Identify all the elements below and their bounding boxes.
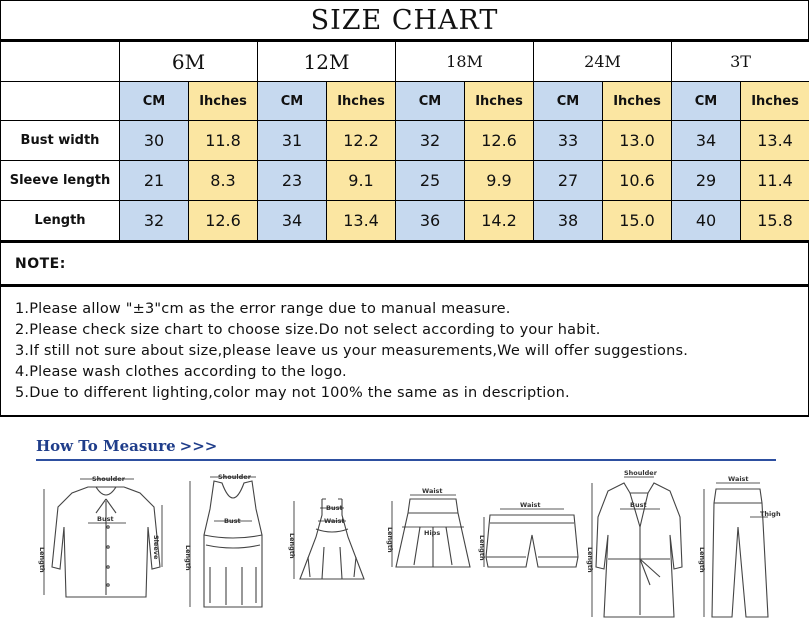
length-label: Length	[698, 547, 706, 573]
unit-inches: Ihches	[603, 82, 672, 121]
table-cell: 12.6	[189, 201, 258, 241]
size-header: 3T	[672, 42, 809, 82]
shoulder-label: Shoulder	[624, 469, 657, 477]
note-item: 4.Please wash clothes according to the logo.	[15, 364, 347, 380]
table-cell: 34	[258, 201, 327, 241]
table-cell: 31	[258, 121, 327, 161]
how-to-measure-section	[0, 417, 809, 626]
garment-illustrations	[0, 417, 809, 626]
table-cell: 11.8	[189, 121, 258, 161]
table-cell: 34	[672, 121, 741, 161]
unit-cm: CM	[258, 82, 327, 121]
unit-cm: CM	[396, 82, 465, 121]
table-row	[1, 121, 809, 161]
table-cell: 9.1	[327, 161, 396, 201]
table-cell: 11.4	[741, 161, 809, 201]
unit-inches: Ihches	[465, 82, 534, 121]
length-label: Length	[38, 547, 46, 573]
table-cell: 38	[534, 201, 603, 241]
unit-cm: CM	[672, 82, 741, 121]
row-label-sleeve-length: Sleeve length	[1, 161, 120, 201]
table-cell: 13.0	[603, 121, 672, 161]
bust-label: Bust	[224, 517, 241, 525]
unit-inches: Ihches	[327, 82, 396, 121]
table-row	[1, 201, 809, 241]
table-cell: 30	[120, 121, 189, 161]
waist-label: Waist	[728, 475, 749, 483]
waist-label: Waist	[520, 501, 541, 509]
blouse-illustration	[52, 487, 160, 597]
note-item: 3.If still not sure about size,please leave us your measurements,We will offer suggestions.	[15, 343, 689, 359]
bust-label: Bust	[97, 515, 114, 523]
table-cell: 32	[396, 121, 465, 161]
table-cell: 40	[672, 201, 741, 241]
how-to-measure-label: How To Measure	[36, 437, 176, 455]
size-header: 6M	[120, 42, 258, 82]
table-cell: 21	[120, 161, 189, 201]
table-cell: 32	[120, 201, 189, 241]
row-label-bust-width: Bust width	[1, 121, 120, 161]
note-item: 1.Please allow "±3"cm as the error range due to manual measure.	[15, 301, 511, 317]
size-header: 24M	[534, 42, 672, 82]
unit-cm: CM	[120, 82, 189, 121]
thigh-label: Thigh	[760, 510, 781, 518]
tank-top-illustration	[204, 481, 262, 607]
table-cell: 14.2	[465, 201, 534, 241]
row-label-length: Length	[1, 201, 120, 241]
table-cell: 13.4	[327, 201, 396, 241]
length-label: Length	[478, 535, 486, 561]
table-cell: 8.3	[189, 161, 258, 201]
hips-label: Hips	[424, 529, 441, 537]
table-cell: 9.9	[465, 161, 534, 201]
table-cell: 13.4	[741, 121, 809, 161]
shoulder-label: Shoulder	[218, 473, 251, 481]
table-cell: 27	[534, 161, 603, 201]
size-table	[0, 41, 809, 241]
shoulder-label: Shoulder	[92, 475, 125, 483]
bust-label: Bust	[326, 504, 343, 512]
size-header: 12M	[258, 42, 396, 82]
note-item: 2.Please check size chart to choose size.Do not select according to your habit.	[15, 322, 601, 338]
table-cell: 12.2	[327, 121, 396, 161]
corner-cell	[1, 42, 120, 82]
table-cell: 23	[258, 161, 327, 201]
waist-label: Waist	[324, 517, 345, 525]
shorts-illustration	[486, 515, 578, 567]
table-cell: 33	[534, 121, 603, 161]
size-header-row	[1, 42, 809, 82]
table-cell: 36	[396, 201, 465, 241]
waist-label: Waist	[422, 487, 443, 495]
table-cell: 15.0	[603, 201, 672, 241]
table-cell: 10.6	[603, 161, 672, 201]
length-label: Length	[386, 527, 394, 553]
table-cell: 15.8	[741, 201, 809, 241]
length-label: Length	[288, 533, 296, 559]
length-label: Length	[184, 545, 192, 571]
table-cell: 25	[396, 161, 465, 201]
trousers-illustration	[712, 489, 768, 617]
unit-cm: CM	[534, 82, 603, 121]
size-header: 18M	[396, 42, 534, 82]
unit-header-row	[1, 82, 809, 121]
sleeve-label: Sleeve	[152, 535, 160, 560]
note-item: 5.Due to different lighting,color may not 100% the same as in description.	[15, 385, 570, 401]
size-chart-title: SIZE CHART	[0, 0, 809, 41]
bust-label: Bust	[630, 501, 647, 509]
length-label: Length	[586, 547, 594, 573]
notes-list	[0, 285, 809, 417]
arrows-icon: >>>	[179, 437, 218, 455]
note-label: NOTE:	[0, 241, 809, 285]
unit-inches: Ihches	[741, 82, 809, 121]
unit-inches: Ihches	[189, 82, 258, 121]
table-cell: 12.6	[465, 121, 534, 161]
table-row	[1, 161, 809, 201]
table-cell: 29	[672, 161, 741, 201]
corner-cell	[1, 82, 120, 121]
